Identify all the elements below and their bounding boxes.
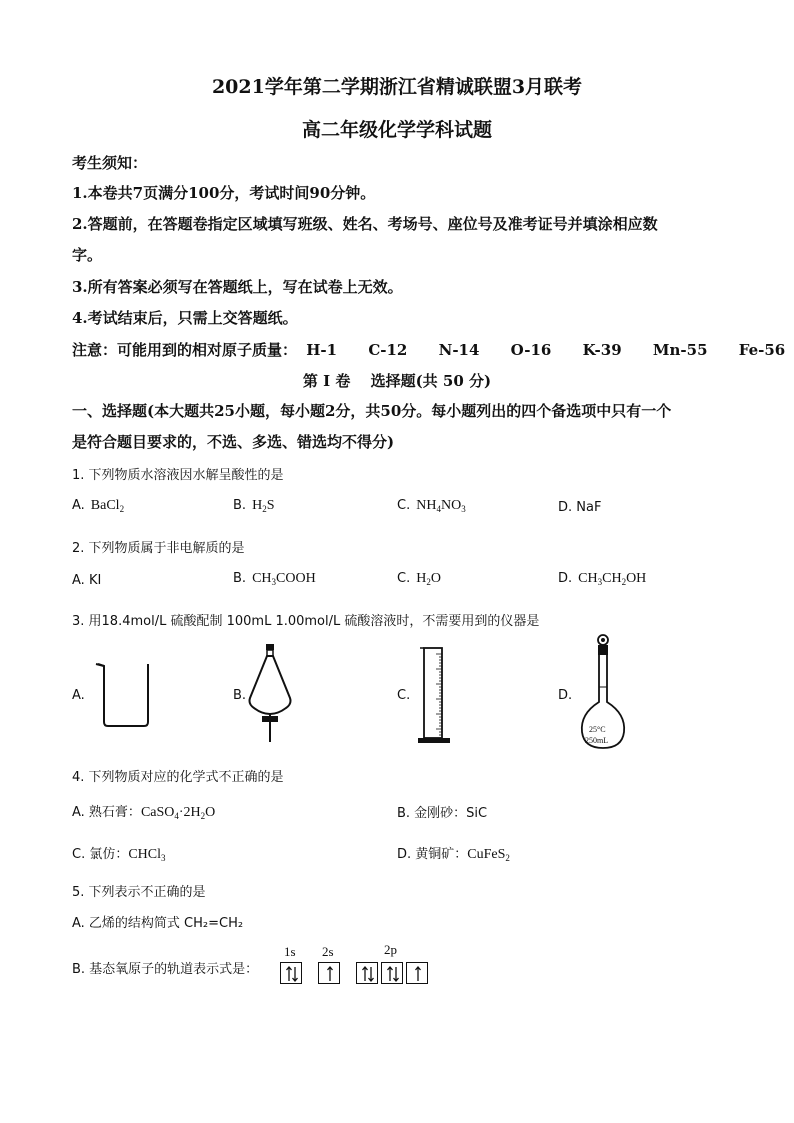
paired-arrows-icon — [357, 963, 379, 985]
notice-item-2-cont: 字。 — [72, 246, 103, 264]
orbital-box-2p-1 — [356, 962, 378, 984]
atomic-mass-n: N-14 — [438, 341, 480, 359]
question-1-option-a: A. BaCl$_2$ — [72, 498, 125, 514]
orbital-box-2p-2 — [381, 962, 403, 984]
question-4-option-c: C. 氯仿：CHCl$_3$ — [72, 847, 166, 863]
question-2-stem: 2. 下列物质属于非电解质的是 — [72, 541, 245, 556]
exam-title: 2021学年第二学期浙江省精诚联盟3月联考 — [211, 76, 583, 98]
graduated-cylinder-icon — [416, 646, 452, 746]
atomic-mass-mn: Mn-55 — [652, 341, 708, 359]
atomic-mass-c: C-12 — [368, 341, 408, 359]
notice-item-3: 3.所有答案必须写在答题纸上，写在试卷上无效。 — [72, 278, 403, 296]
question-1-option-d: D. NaF — [558, 500, 602, 515]
atomic-mass-note — [72, 339, 794, 360]
paired-arrows-icon — [382, 963, 404, 985]
question-1-stem: 1. 下列物质水溶液因水解呈酸性的是 — [72, 468, 284, 483]
separatory-funnel-icon — [244, 642, 296, 746]
question-4-stem: 4. 下列物质对应的化学式不正确的是 — [72, 770, 284, 785]
question-5-option-a: A. 乙烯的结构简式 CH₂=CH₂ — [72, 916, 244, 931]
question-3-option-b-label: B. — [233, 688, 247, 703]
orbital-box-1s — [280, 962, 302, 984]
part1-instructions-2: 是符合题目要求的，不选、多选、错选均不得分) — [72, 433, 395, 451]
notice-item-4: 4.考试结束后，只需上交答题纸。 — [72, 309, 298, 327]
exam-subtitle: 高二年级化学学科试题 — [301, 119, 492, 141]
question-2-option-a: A. KI — [72, 573, 102, 588]
question-3-option-c-label: C. — [397, 688, 411, 703]
question-3-stem: 3. 用18.4mol/L 硫酸配制 100mL 1.00mol/L 硫酸溶液时，不需要用到的仪器是 — [72, 614, 540, 629]
question-3-option-d-label: D. — [558, 688, 573, 703]
question-2-option-c: C. $H_2O$ — [397, 571, 441, 587]
flask-temperature-label: 25°C — [589, 725, 606, 734]
flask-volume-label: 250mL — [585, 736, 609, 745]
orbital-box-2p-3 — [406, 962, 428, 984]
orbital-box-2s — [318, 962, 340, 984]
notice-item-1: 1.本卷共7页满分100分，考试时间90分钟。 — [72, 184, 376, 202]
part1-heading: 第 I 卷 选择题(共 50 分) — [302, 372, 492, 390]
question-1-option-b: B. $H_2S$ — [233, 498, 275, 514]
atomic-mass-fe: Fe-56 — [738, 341, 786, 359]
up-arrow-icon — [407, 963, 429, 985]
part1-instructions-1: 一、选择题(本大题共25小题，每小题2分，共50分。每小题列出的四个备选项中只有一个 — [72, 402, 672, 420]
question-4-option-a: A. 熟石膏：$CaSO_4\cdot 2H_2O$ — [72, 805, 216, 821]
notice-heading: 考生须知： — [72, 154, 148, 172]
question-5-option-b: B. 基态氧原子的轨道表示式是： — [72, 962, 259, 977]
question-3-option-a-label: A. — [72, 688, 85, 703]
question-2-option-d: D. $CH_3CH_2OH$ — [558, 571, 647, 587]
atomic-mass-prefix: 注意：可能用到的相对原子质量： — [72, 341, 298, 359]
orbital-label-2s: 2s — [322, 944, 334, 959]
question-4-option-d: D. 黄铜矿：CuFeS$_2$ — [397, 847, 510, 863]
atomic-mass-h: H-1 — [306, 341, 338, 359]
question-4-option-b: B. 金刚砂：SiC — [397, 806, 488, 821]
atomic-mass-k: K-39 — [582, 341, 622, 359]
up-arrow-icon — [319, 963, 341, 985]
volumetric-flask-icon — [576, 632, 630, 752]
beaker-icon — [94, 660, 156, 728]
notice-item-2: 2.答题前，在答题卷指定区域填写班级、姓名、考场号、座位号及准考证号并填涂相应数 — [72, 215, 658, 233]
paired-arrows-icon — [281, 963, 303, 985]
question-1-option-c: C. $NH_4NO_3$ — [397, 498, 466, 514]
orbital-label-2p: 2p — [384, 942, 397, 957]
orbital-label-1s: 1s — [284, 944, 296, 959]
question-2-option-b: B. $CH_3COOH$ — [233, 571, 316, 587]
atomic-mass-o: O-16 — [510, 341, 552, 359]
question-5-stem: 5. 下列表示不正确的是 — [72, 885, 206, 900]
